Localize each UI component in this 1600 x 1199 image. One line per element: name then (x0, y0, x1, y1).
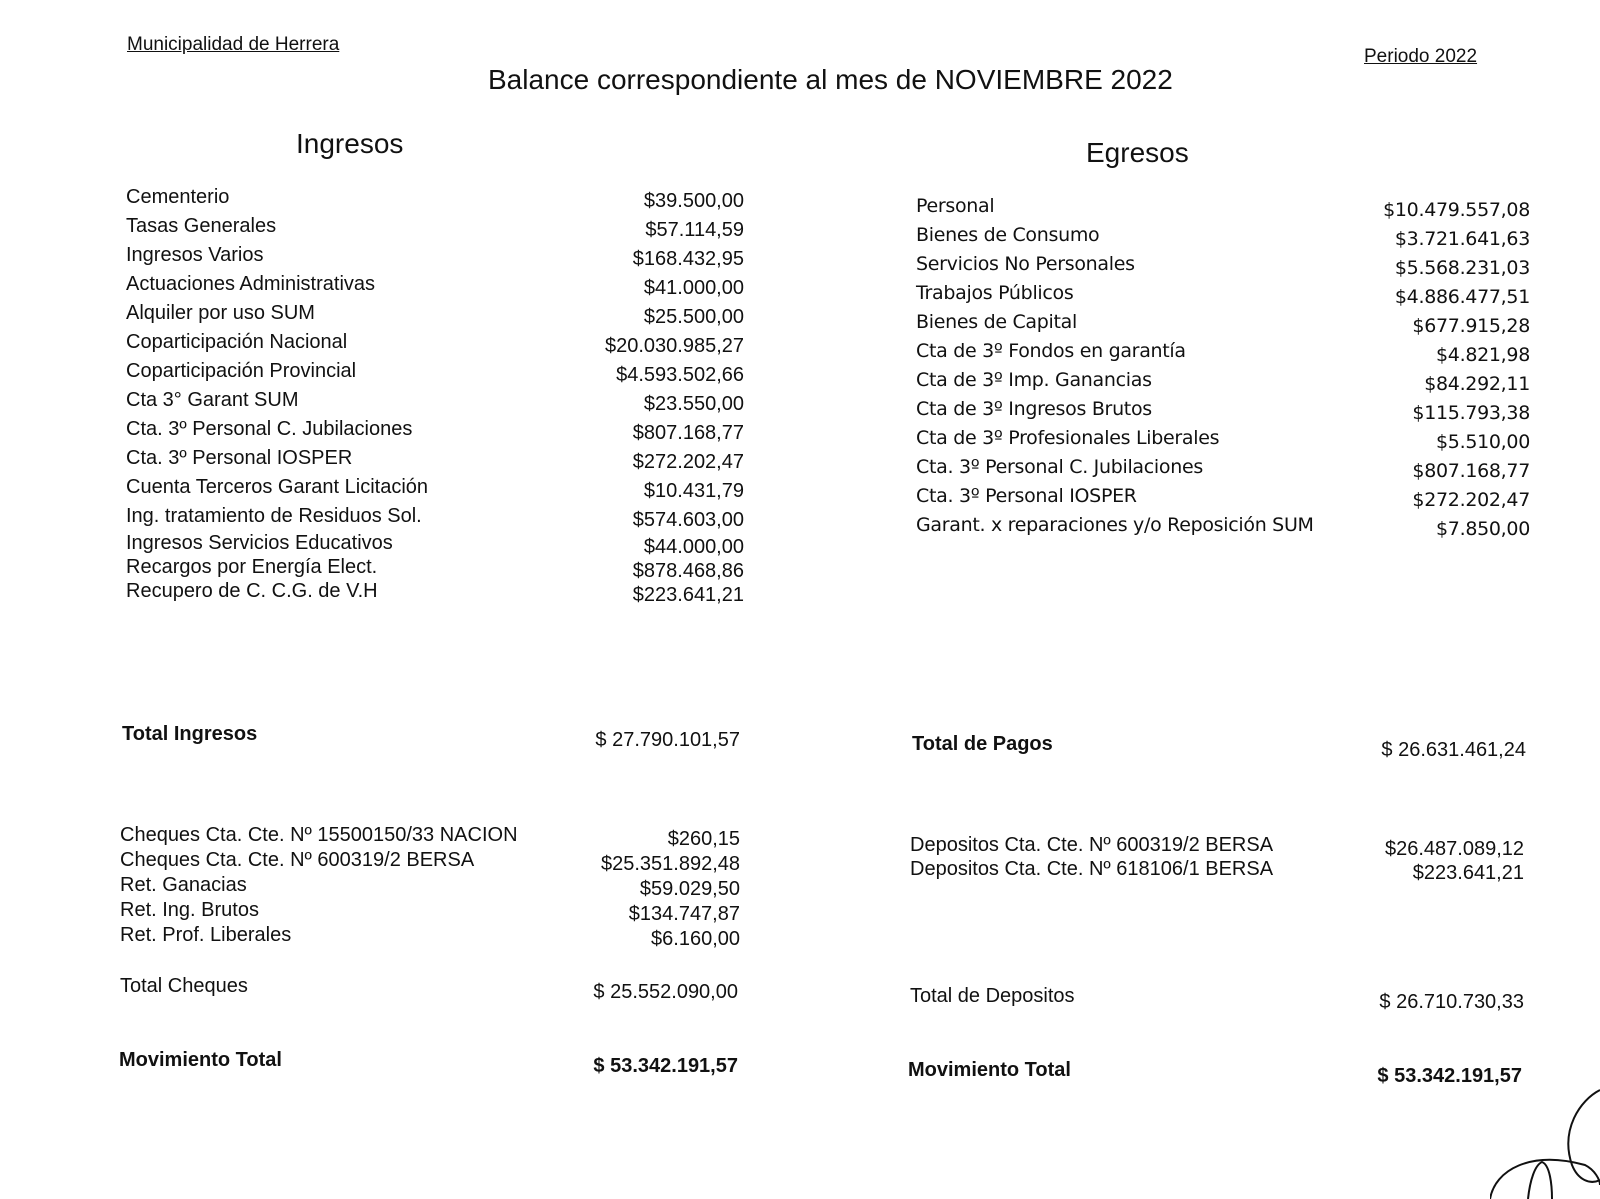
egreso-label: Cta de 3º Imp. Ganancias (916, 369, 1152, 391)
ingreso-amount: $41.000,00 (643, 277, 744, 299)
egreso-label: Bienes de Capital (916, 311, 1077, 333)
egreso-amount: $115.793,38 (1412, 402, 1530, 424)
ingreso-amount: $25.500,00 (643, 306, 744, 328)
total-depositos-amount: $ 26.710.730,33 (1379, 991, 1524, 1013)
ingreso-row (126, 389, 744, 418)
ingreso-row (126, 447, 744, 476)
ingreso-label: Cuenta Terceros Garant Licitación (126, 476, 429, 498)
movimiento-total-egresos-label: Movimiento Total (908, 1059, 1071, 1081)
ingreso-amount: $168.432,95 (632, 248, 744, 270)
ingreso-row (126, 476, 744, 505)
deposito-amount: $26.487.089,12 (1384, 838, 1524, 860)
egreso-row (916, 456, 1530, 485)
ingreso-label: Coparticipación Provincial (126, 360, 357, 382)
egreso-label: Garant. x reparaciones y/o Reposición SUM (916, 514, 1314, 536)
deposito-amount: $223.641,21 (1412, 862, 1524, 884)
egreso-row (916, 340, 1530, 369)
cheque-row (120, 924, 740, 949)
cheque-label: Cheques Cta. Cte. Nº 15500150/33 NACION (120, 824, 518, 846)
total-pagos-amount: $ 26.631.461,24 (1381, 739, 1526, 761)
deposito-label: Depositos Cta. Cte. Nº 600319/2 BERSA (910, 834, 1274, 856)
ingreso-label: Ingresos Varios (126, 244, 264, 266)
ingreso-label: Ing. tratamiento de Residuos Sol. (126, 505, 422, 527)
deposito-row (910, 858, 1524, 882)
egreso-row (916, 311, 1530, 340)
egreso-label: Personal (916, 195, 995, 217)
cheque-amount: $134.747,87 (628, 903, 740, 925)
ingreso-amount: $57.114,59 (645, 219, 744, 241)
egreso-label: Bienes de Consumo (916, 224, 1100, 246)
egreso-row (916, 369, 1530, 398)
egreso-label: Cta. 3º Personal IOSPER (916, 485, 1137, 507)
egreso-label: Cta de 3º Fondos en garantía (916, 340, 1186, 362)
cheque-row (120, 849, 740, 874)
ingreso-row (126, 532, 744, 556)
egreso-amount: $5.510,00 (1436, 431, 1530, 453)
cheque-amount: $59.029,50 (639, 878, 740, 900)
depositos-list (910, 834, 1524, 882)
ingresos-list (126, 186, 744, 604)
egreso-label: Cta de 3º Profesionales Liberales (916, 427, 1220, 449)
ingreso-amount: $4.593.502,66 (616, 364, 744, 386)
ingreso-row (126, 244, 744, 273)
ingreso-row (126, 302, 744, 331)
total-depositos-label: Total de Depositos (910, 985, 1075, 1007)
ingreso-label: Cta. 3º Personal IOSPER (126, 447, 353, 469)
cheques-list (120, 824, 740, 949)
egreso-amount: $807.168,77 (1412, 460, 1530, 482)
ingreso-row (126, 186, 744, 215)
ingreso-label: Recupero de C. C.G. de V.H (126, 580, 378, 602)
egreso-label: Cta. 3º Personal C. Jubilaciones (916, 456, 1203, 478)
egreso-row (916, 427, 1530, 456)
total-ingresos-label: Total Ingresos (122, 723, 258, 745)
ingreso-row (126, 580, 744, 604)
egreso-row (916, 485, 1530, 514)
ingreso-amount: $23.550,00 (643, 393, 744, 415)
egreso-row (916, 224, 1530, 253)
total-pagos-label: Total de Pagos (912, 733, 1053, 755)
egreso-amount: $7.850,00 (1436, 518, 1530, 540)
egreso-row (916, 398, 1530, 427)
ingreso-amount: $574.603,00 (632, 509, 744, 531)
ingreso-label: Alquiler por uso SUM (126, 302, 315, 324)
ingreso-amount: $223.641,21 (632, 584, 744, 606)
egreso-amount: $84.292,11 (1424, 373, 1530, 395)
cheque-row (120, 874, 740, 899)
ingreso-label: Tasas Generales (126, 215, 277, 237)
cheque-label: Ret. Ing. Brutos (120, 899, 259, 921)
cheque-label: Ret. Prof. Liberales (120, 924, 292, 946)
total-cheques-label: Total Cheques (120, 975, 248, 997)
egreso-label: Cta de 3º Ingresos Brutos (916, 398, 1152, 420)
movimiento-total-egresos-amount: $ 53.342.191,57 (1377, 1065, 1522, 1087)
ingreso-amount: $272.202,47 (632, 451, 744, 473)
egreso-row (916, 253, 1530, 282)
egreso-row (916, 514, 1530, 543)
cheque-amount: $6.160,00 (651, 928, 740, 950)
ingreso-label: Coparticipación Nacional (126, 331, 348, 353)
movimiento-total-ingresos-label: Movimiento Total (119, 1049, 282, 1071)
egreso-label: Servicios No Personales (916, 253, 1135, 275)
ingreso-label: Cementerio (126, 186, 230, 208)
egreso-amount: $4.886.477,51 (1394, 286, 1530, 308)
ingreso-row (126, 360, 744, 389)
egreso-label: Trabajos Públicos (916, 282, 1074, 304)
total-ingresos-amount: $ 27.790.101,57 (595, 729, 740, 751)
ingreso-row (126, 215, 744, 244)
ingreso-row (126, 505, 744, 532)
deposito-row (910, 834, 1524, 858)
egreso-amount: $3.721.641,63 (1394, 228, 1530, 250)
egreso-amount: $677.915,28 (1412, 315, 1530, 337)
egreso-row (916, 195, 1530, 224)
page-title: Balance correspondiente al mes de NOVIEMBRE 2022 (488, 64, 1173, 95)
ingreso-label: Ingresos Servicios Educativos (126, 532, 393, 554)
ingreso-row (126, 331, 744, 360)
signature-mark (1490, 1070, 1600, 1199)
ingreso-amount: $20.030.985,27 (604, 335, 744, 357)
egreso-amount: $272.202,47 (1412, 489, 1530, 511)
ingreso-amount: $39.500,00 (643, 190, 744, 212)
deposito-label: Depositos Cta. Cte. Nº 618106/1 BERSA (910, 858, 1274, 880)
egreso-amount: $4.821,98 (1436, 344, 1530, 366)
ingreso-amount: $807.168,77 (632, 422, 744, 444)
cheque-label: Cheques Cta. Cte. Nº 600319/2 BERSA (120, 849, 475, 871)
ingreso-label: Recargos por Energía Elect. (126, 556, 378, 578)
cheque-row (120, 899, 740, 924)
egreso-row (916, 282, 1530, 311)
movimiento-total-ingresos-amount: $ 53.342.191,57 (593, 1055, 738, 1077)
ingreso-label: Actuaciones Administrativas (126, 273, 376, 295)
ingreso-label: Cta 3° Garant SUM (126, 389, 299, 411)
ingreso-row (126, 273, 744, 302)
cheque-amount: $260,15 (667, 828, 740, 850)
period-label: Periodo 2022 (1364, 46, 1478, 67)
ingreso-row (126, 418, 744, 447)
ingreso-label: Cta. 3º Personal C. Jubilaciones (126, 418, 413, 440)
cheque-amount: $25.351.892,48 (600, 853, 740, 875)
egresos-heading: Egresos (1086, 137, 1189, 168)
ingreso-amount: $878.468,86 (632, 560, 744, 582)
ingreso-amount: $44.000,00 (643, 536, 744, 558)
total-cheques-amount: $ 25.552.090,00 (593, 981, 738, 1003)
cheque-label: Ret. Ganacias (120, 874, 247, 896)
ingreso-row (126, 556, 744, 580)
ingreso-amount: $10.431,79 (643, 480, 744, 502)
cheque-row (120, 824, 740, 849)
egreso-amount: $10.479.557,08 (1383, 199, 1530, 221)
ingresos-heading: Ingresos (296, 128, 404, 159)
egresos-list (916, 195, 1530, 543)
egreso-amount: $5.568.231,03 (1394, 257, 1530, 279)
municipality-name: Municipalidad de Herrera (127, 34, 340, 55)
